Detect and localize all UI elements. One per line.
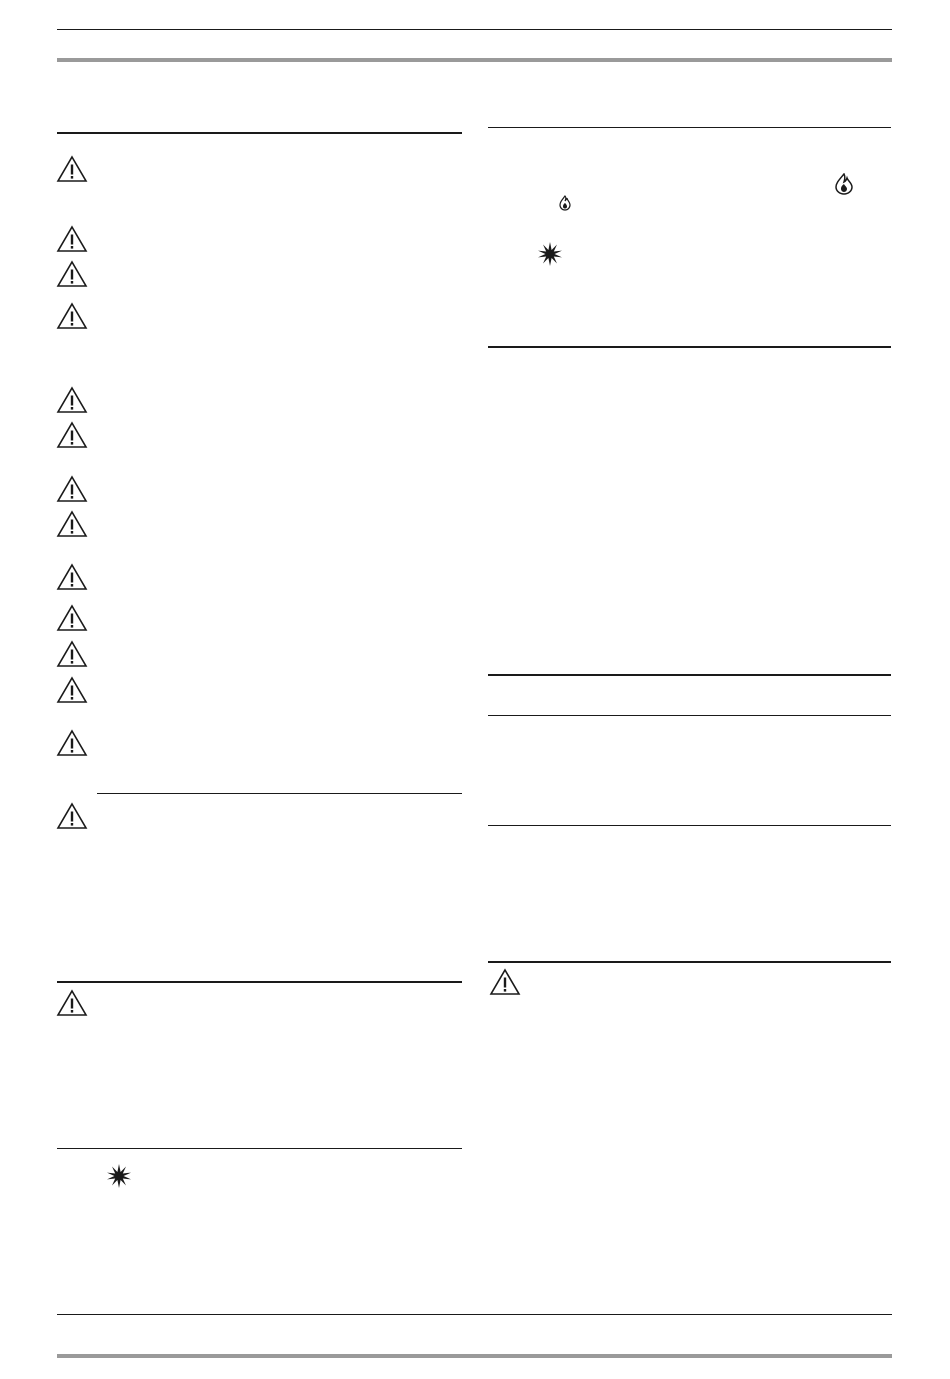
left-section-rule-3 bbox=[57, 1148, 462, 1149]
flame-large-icon bbox=[835, 173, 853, 195]
warning-icon bbox=[56, 386, 88, 414]
left-section-rule-2 bbox=[57, 981, 462, 983]
warning-icon bbox=[56, 676, 88, 704]
left-subsection-rule bbox=[97, 793, 462, 794]
warning-icon bbox=[56, 475, 88, 503]
right-section-rule-3 bbox=[488, 674, 891, 676]
warning-icon bbox=[56, 640, 88, 668]
warning-icon bbox=[56, 260, 88, 288]
right-section-rule-6 bbox=[488, 961, 891, 963]
header-top-rule bbox=[57, 29, 892, 30]
warning-icon bbox=[56, 421, 88, 449]
warning-icon bbox=[56, 510, 88, 538]
warning-icon bbox=[56, 302, 88, 330]
warning-icon bbox=[56, 563, 88, 591]
spark-icon bbox=[538, 242, 562, 266]
warning-icon bbox=[56, 989, 88, 1017]
header-band bbox=[57, 58, 892, 62]
warning-icon bbox=[56, 729, 88, 757]
left-section-rule-1 bbox=[57, 132, 462, 134]
warning-icon bbox=[56, 802, 88, 830]
warning-icon bbox=[489, 968, 521, 996]
flame-small-icon bbox=[559, 195, 571, 211]
footer-top-rule bbox=[57, 1314, 892, 1315]
right-section-rule-4 bbox=[488, 715, 891, 716]
spark-icon bbox=[107, 1164, 131, 1188]
right-section-rule-2 bbox=[488, 346, 891, 348]
warning-icon bbox=[56, 155, 88, 183]
right-section-rule-1 bbox=[488, 127, 891, 128]
footer-band bbox=[57, 1354, 892, 1358]
warning-icon bbox=[56, 225, 88, 253]
warning-icon bbox=[56, 604, 88, 632]
right-section-rule-5 bbox=[488, 825, 891, 826]
